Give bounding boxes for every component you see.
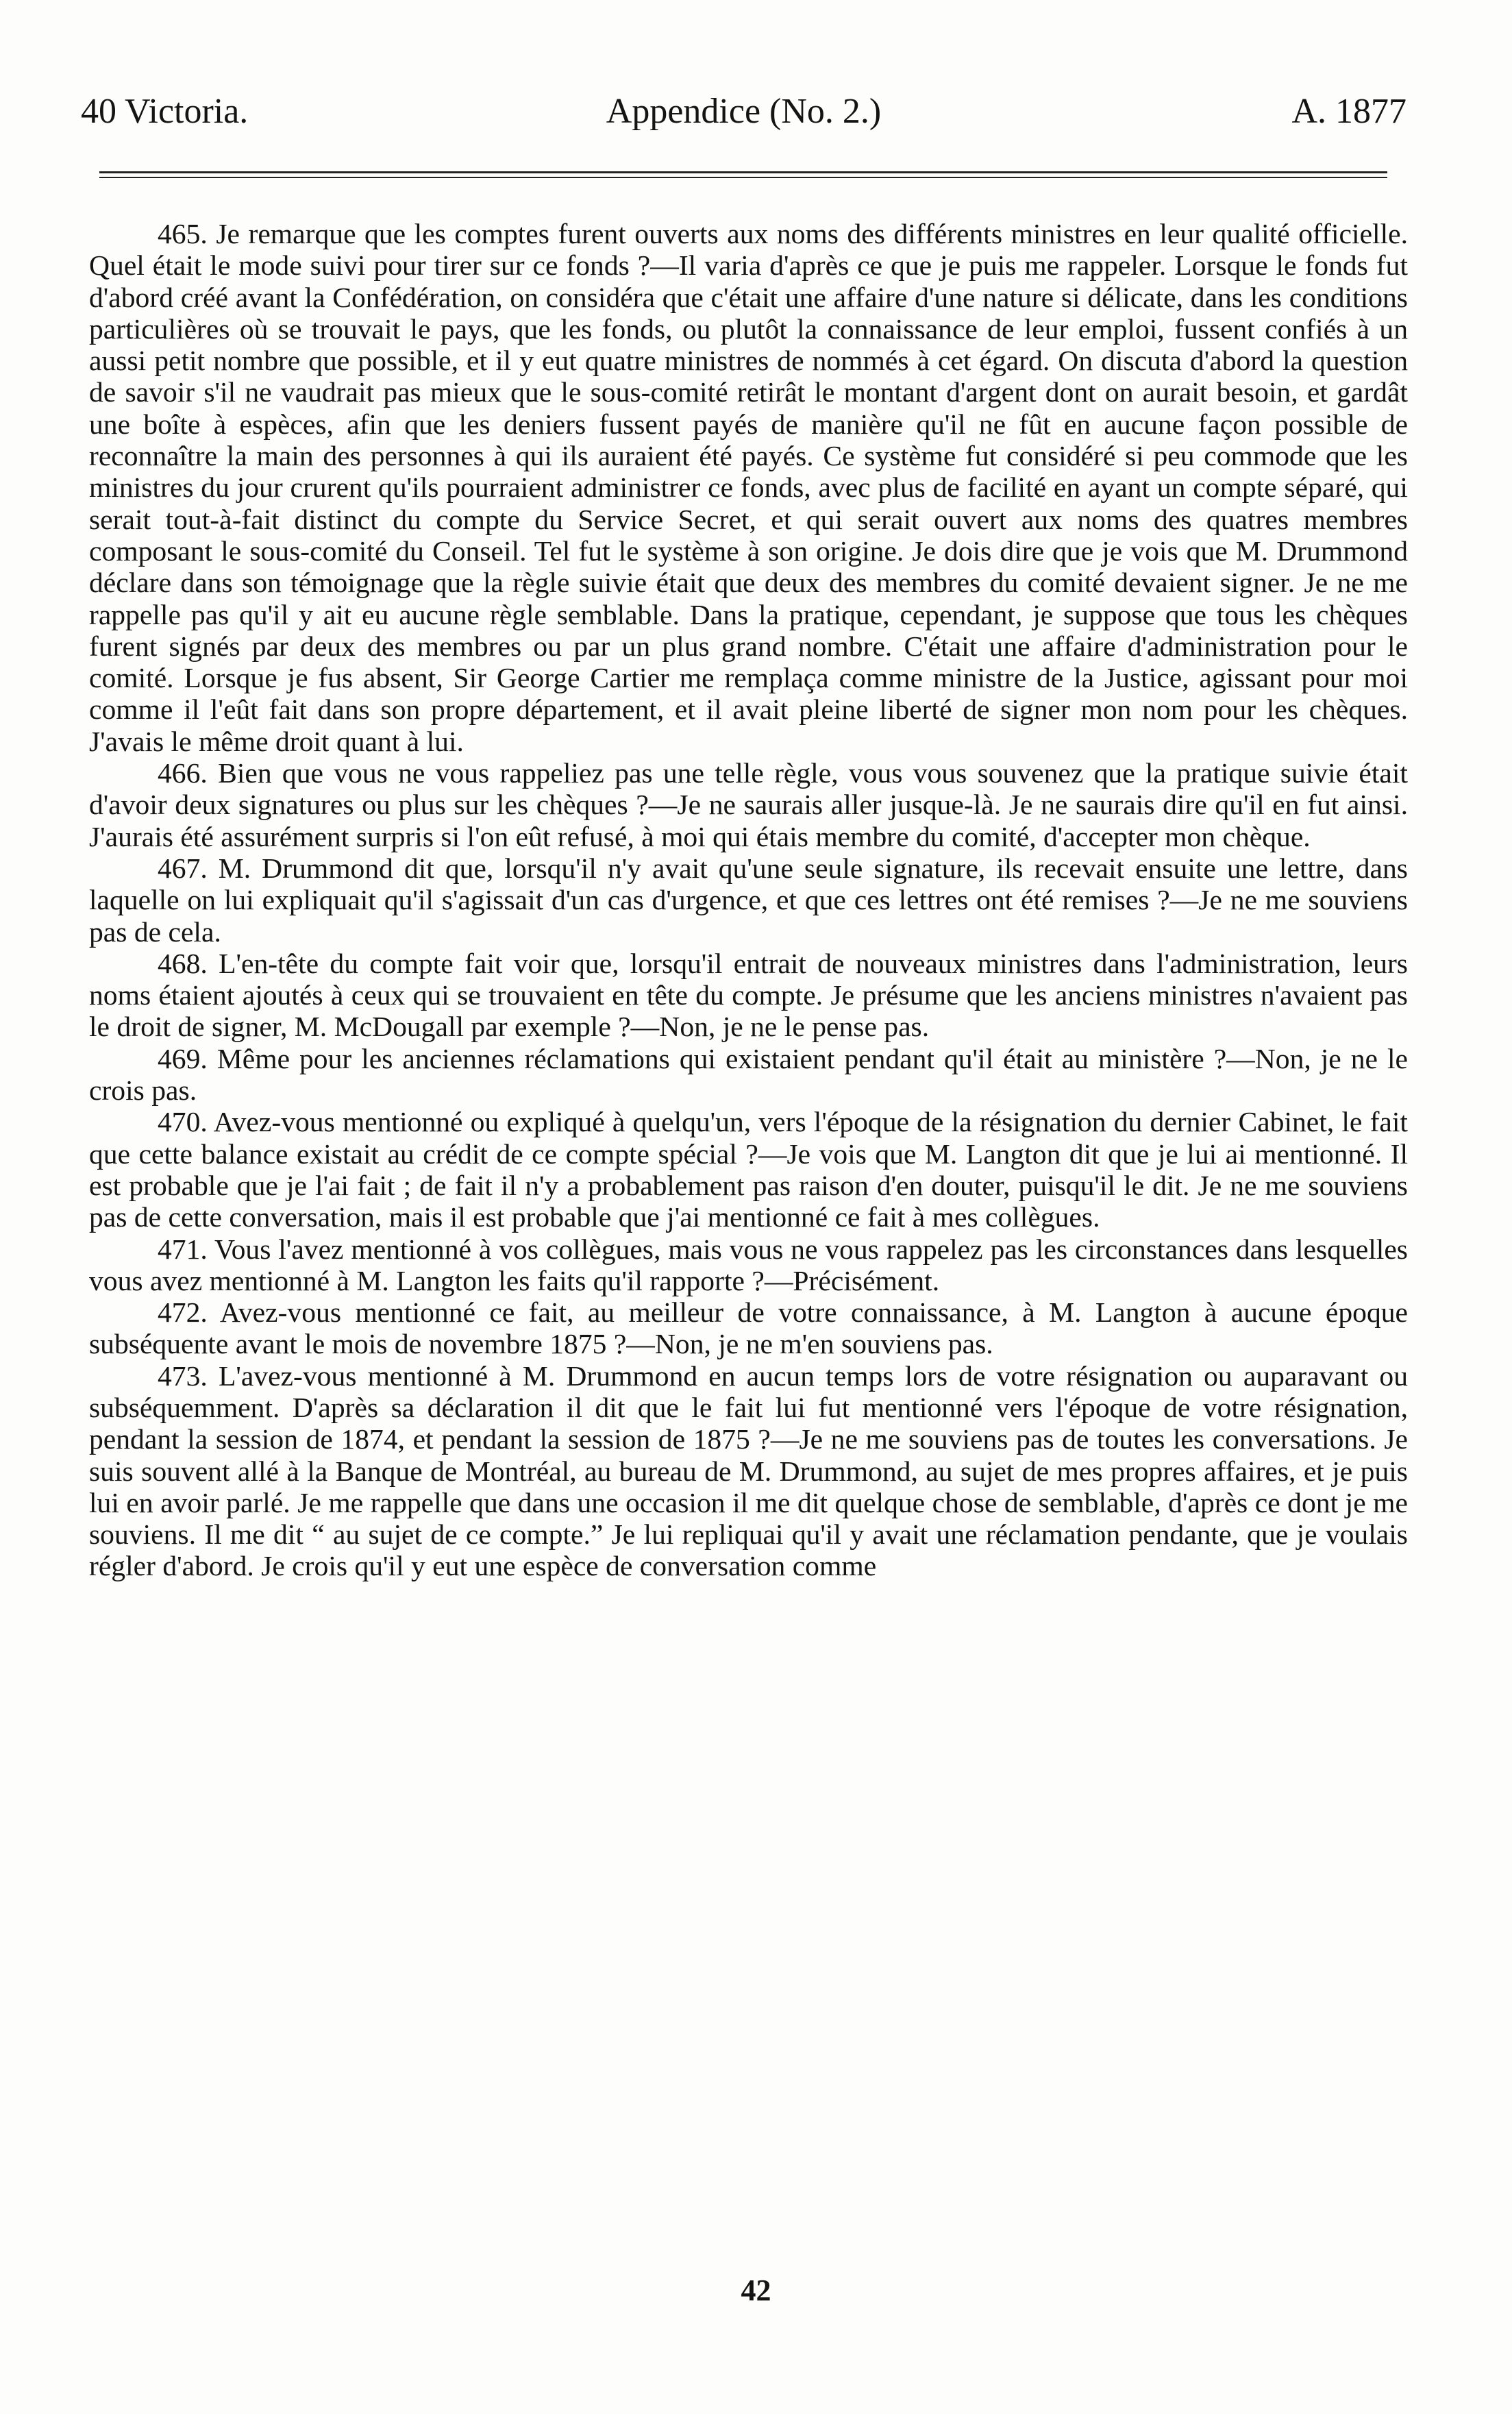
paragraph-text: Même pour les anciennes réclamations qui existaient pendant qu'il était au ministère ?—Non, je ne le crois pas. <box>89 1042 1408 1107</box>
header-year: A. 1877 <box>1291 92 1406 131</box>
paragraph-467 <box>89 852 1408 948</box>
running-header <box>81 81 1406 143</box>
paragraph-text: Je remarque que les comptes furent ouverts aux noms des différents ministres en leur qualité officielle. Quel était le mode suivi pour tirer sur ce fonds ?—Il varia d'après ce que je puis me rappeler. Lorsque le fonds fut d'abord créé avant la Confédération, on considéra que c'était une affaire d'une nature si délicate, dans les conditions particulières où se trouvait le pays, que les fonds, ou plutôt la connaissance de leur emploi, fussent confiés à un aussi petit nombre que possible, et il y eut quatre ministres de nommés à cet égard. On discuta d'abord la question de savoir s'il ne vaudrait pas mieux que le sous-comité retirât le montant d'argent dont on aurait besoin, et gardât une boîte à espèces, afin que les deniers fussent payés de manière qu'il ne fût en aucune façon possible de reconnaître la main des personnes à qui ils auraient été payés. Ce système fut considéré si peu commode que les ministres du jour crurent qu'ils pourraient administrer ce fonds, avec plus de facilité en ayant un compte séparé, qui serait tout-à-fait distinct du compte du Service Secret, et qui serait ouvert aux noms des quatres membres composant le sous-comité du Conseil. Tel fut le système à son origine. Je dois dire que je vois que M. Drummond déclare dans son témoignage que la règle suivie était que deux des membres du comité devaient signer. Je ne me rappelle pas qu'il y ait eu aucune règle semblable. Dans la pratique, cependant, je suppose que tous les chèques furent signés par deux des membres ou par un plus grand nombre. C'était une affaire d'administration pour le comité. Lorsque je fus absent, Sir George Cartier me remplaça comme ministre de la Justice, agissant pour moi comme il l'eût fait dans son propre département, et il avait pleine liberté de signer mon nom pour les chèques. J'avais le même droit quant à lui. <box>89 218 1409 757</box>
header-rule-top <box>99 171 1387 173</box>
paragraph-465 <box>89 218 1408 757</box>
paragraph-number: 471. <box>158 1233 208 1265</box>
paragraph-469 <box>89 1043 1408 1107</box>
paragraph-468 <box>89 948 1408 1043</box>
header-session: 40 Victoria. <box>81 92 249 131</box>
paragraph-number: 466. <box>158 757 208 789</box>
header-rule-bottom <box>99 177 1387 178</box>
paragraph-466 <box>89 757 1408 852</box>
paragraph-471 <box>89 1233 1408 1297</box>
paragraph-number: 468. <box>158 947 208 979</box>
paragraph-text: L'avez-vous mentionné à M. Drummond en aucun temps lors de votre résignation ou auparavant ou subséquemment. D'après sa déclaration il dit que le fait lui fut mentionné vers l'époque de votre résignation, pendant la session de 1874, et pendant la session de 1875 ?—Je ne me souviens pas de toutes les conversations. Je suis souvent allé à la Banque de Montréal, au bureau de M. Drummond, au sujet de mes propres affaires, et je puis lui en avoir parlé. Je me rappelle que dans une occasion il me dit quelque chose de semblable, d'après ce dont je me souviens. Il me dit “ au sujet de ce compte.” Je lui repliquai qu'il y avait une réclamation pendante, que je voulais régler d'abord. Je crois qu'il y eut une espèce de conversation comme <box>89 1359 1408 1582</box>
paragraph-text: Avez-vous mentionné ou expliqué à quelqu'un, vers l'époque de la résignation du dernier Cabinet, le fait que cette balance existait au crédit de ce compte spécial ?—Je vois que M. Langton dit que je lui ai mentionné. Il est probable que je l'ai fait ; de fait il n'y a probablement pas raison d'en douter, puisqu'il le dit. Je ne me souviens pas de cette conversation, mais il est probable que j'ai mentionné ce fait à mes collègues. <box>89 1106 1408 1233</box>
paragraph-470 <box>89 1106 1408 1233</box>
paragraph-number: 473. <box>158 1359 208 1392</box>
paragraph-number: 465. <box>158 218 208 249</box>
paragraph-472 <box>89 1296 1408 1360</box>
paragraph-text: Bien que vous ne vous rappeliez pas une telle règle, vous vous souvenez que la pratique suivie était d'avoir deux signatures ou plus sur les chèques ?—Je ne saurais aller jusque-là. Je ne saurais dire qu'il en fut ainsi. J'aurais été assurément surpris si l'on eût refusé, à moi qui étais membre du comité, d'accepter mon chèque. <box>89 757 1408 852</box>
header-appendix: Appendice (No. 2.) <box>606 92 882 131</box>
paragraph-number: 470. <box>158 1106 208 1138</box>
paragraph-473 <box>89 1360 1408 1582</box>
paragraph-text: L'en-tête du compte fait voir que, lorsqu'il entrait de nouveaux ministres dans l'administration, leurs noms étaient ajoutés à ceux qui se trouvaient en tête du compte. Je présume que les anciens ministres n'avaient pas le droit de signer, M. McDougall par exemple ?—Non, je ne le pense pas. <box>89 947 1408 1043</box>
paragraph-text: M. Drummond dit que, lorsqu'il n'y avait qu'une seule signature, ils recevait ensuite une lettre, dans laquelle on lui expliquait qu'il s'agissait d'un cas d'urgence, et que ces lettres ont été remises ?—Je ne me souviens pas de cela. <box>89 852 1408 948</box>
document-body <box>89 218 1408 1582</box>
paragraph-number: 472. <box>158 1296 208 1329</box>
paragraph-number: 467. <box>158 852 208 884</box>
paragraph-text: Vous l'avez mentionné à vos collègues, mais vous ne vous rappelez pas les circonstances dans lesquelles vous avez mentionné à M. Langton les faits qu'il rapporte ?—Précisément. <box>89 1233 1408 1296</box>
paragraph-text: Avez-vous mentionné ce fait, au meilleur de votre connaissance, à M. Langton à aucune époque subséquente avant le mois de novembre 1875 ?—Non, je ne m'en souviens pas. <box>89 1296 1408 1360</box>
paragraph-number: 469. <box>158 1042 208 1074</box>
page-number: 42 <box>741 2274 771 2307</box>
